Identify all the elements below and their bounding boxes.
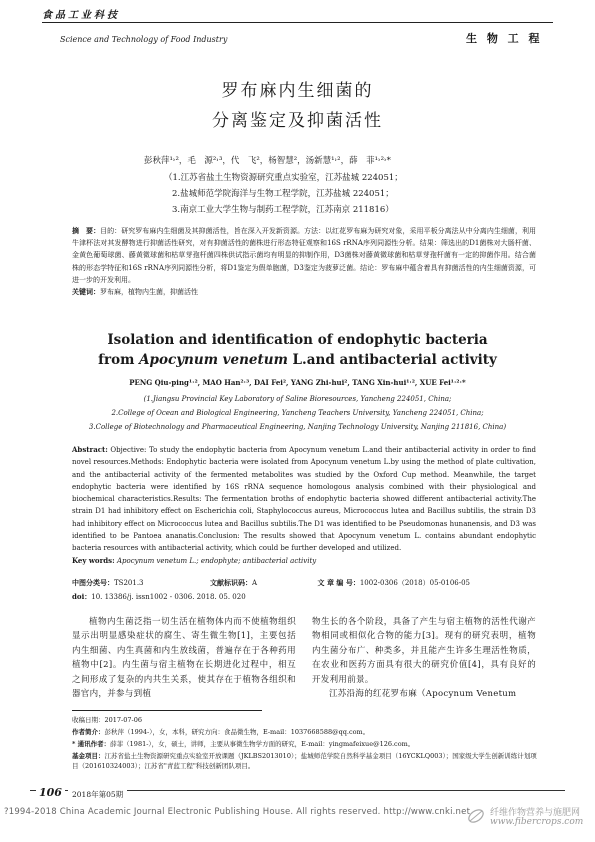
page-number: 106 bbox=[36, 786, 65, 799]
footnote-author: 作者简介：彭秋萍（1994-），女，本科，研究方向：食品微生物，E-mail：1037668588@qq.com。 bbox=[72, 728, 370, 736]
affiliation-cn-3: 3.南京工业大学生物与制药工程学院，江苏南京 211816） bbox=[172, 205, 394, 215]
copyright-notice: ?1994-2018 China Academic Journal Electronic Publishing House. All rights reserved. http://www.cnki.net bbox=[4, 807, 471, 817]
keywords-en: Apocynum venetum L.; endophyte; antibacterial activity bbox=[116, 556, 317, 565]
affiliation-en-1: (1.Jiangsu Provincial Key Laboratory of Saline Bioresources, Yancheng 224051, China; bbox=[143, 395, 452, 403]
journal-logo-cn: 食品工业科技 bbox=[42, 10, 120, 21]
abstract-cn-label: 摘 要： bbox=[72, 226, 101, 235]
abstract-cn bbox=[72, 225, 536, 298]
abstract-en bbox=[72, 444, 536, 567]
affiliation-cn-1: （1.江苏省盐土生物资源研究重点实验室，江苏盐城 224051； bbox=[164, 173, 403, 183]
body-column-left: 植物内生菌泛指一切生活在植物体内而不使植物组织显示出明显感染症状的腐生、寄生微生物[1]，主要包括内生细菌、内生真菌和内生放线菌，普遍存在于各种药用植物中[2]。内生菌与宿主植物在长期进化过程中，相互之间形成了复杂的内共生关系，使其存在于植物各组织和器官内，并参与到植 bbox=[72, 617, 296, 700]
article-number: 1002-0306（2018）05-0106-05 bbox=[359, 579, 470, 587]
title-en-line1: Isolation and identification of endophytic bacteria bbox=[107, 332, 488, 348]
authors-cn: 彭秋萍¹˒²，毛 源²˒³，代 飞²，杨智慧²，汤新慧¹˒²，薛 菲¹˒²˒* bbox=[144, 156, 391, 166]
doi-line: doi：10. 13386/j. issn1002 - 0306. 2018. 05. 020 bbox=[72, 592, 246, 601]
watermark-leaf-icon bbox=[466, 806, 486, 826]
abstract-en-text: Objective: To study the endophytic bacteria from Apocynum venetum L.and their antibacterial activity in order to find novel resources.Methods: Endophytic bacteria were isolated from Apocynum venetum L.by using the method of plate cultivation, and the antibacterial activity of the fermented metabolites was studied by the Oxford Cup method. Meanwhile, the target endophytic bacteria were identified by 16S rRNA sequence homologous analysis combined with their physiological and biochemical characteristics.Results: The fermentation broths of endophytic bacteria showed different antibacterial activity.The strain D1 had inhibitory effect on Escherichia coli, Staphylococcus aureus, Micrococcus lutea and Bacillus subtilis, the strain D3 had inhibitory effect on Micrococcus lutea and Bacillus subtilis.The D1 was identified to be Pseudomonas hunanensis, and D3 was identified to be Pantoea ananatis.Conclusion: The results showed that Apocynum venetum L. contains abundant endophytic bacteria resources with antibacterial activity, which could be further developed and utilized. bbox=[72, 446, 536, 553]
keywords-en-label: Key words: bbox=[72, 555, 115, 565]
doi-value: 10. 13386/j. issn1002 - 0306. 2018. 05. 020 bbox=[91, 593, 246, 601]
authors-en: PENG Qiu-ping¹˒², MAO Han²˒³, DAI Fei², YANG Zhi-hui², TANG Xin-hui¹˒², XUE Fei¹˒²˒* bbox=[129, 378, 466, 387]
classification-line: 中图分类号：TS201.3 文献标识码：A 文 章 编 号：1002-0306（2018）05-0106-05 bbox=[72, 578, 470, 587]
title-cn-line2: 分离鉴定及抑菌活性 bbox=[212, 111, 383, 131]
doc-code: A bbox=[251, 579, 258, 587]
affiliation-cn-2: 2.盐城师范学院海洋与生物工程学院，江苏盐城 224051； bbox=[172, 189, 394, 199]
body-right-text-2: 江苏沿海的红花罗布麻（Apocynum Venetum bbox=[329, 689, 517, 700]
watermark-site-name: 纤维作物营养与施肥网 bbox=[490, 808, 581, 818]
watermark-url: www.fibercrops.com bbox=[490, 817, 584, 827]
keywords-cn-label: 关键词： bbox=[72, 287, 100, 297]
affiliation-en-2: 2.College of Ocean and Biological Engineering, Yancheng Teachers University, Yancheng 224051, China; bbox=[111, 409, 484, 417]
footnote-corresponding: * 通讯作者：薛菲（1981-），女，硕士，讲师，主要从事微生物学方面的研究，E-mail：yingmafeixue@126.com。 bbox=[72, 740, 415, 748]
keywords-cn: 罗布麻，植物内生菌，抑菌活性 bbox=[100, 288, 198, 297]
journal-name-en: Science and Technology of Food Industry bbox=[60, 35, 228, 44]
header-rule bbox=[42, 22, 553, 23]
footnote-fund: 基金项目：江苏省盐土生物资源研究重点实验室开放课题（JKLBS2013010）；盐城师范学院自然科学基金项目（16YCKLQ003）；国家级大学生创新训练计划项目（201610324003）；江苏省"青蓝工程"科技创新团队项目。 bbox=[72, 752, 537, 770]
body-column-right bbox=[312, 615, 536, 701]
clc-code: TS201.3 bbox=[114, 579, 144, 587]
section-label: 生 物 工 程 bbox=[466, 32, 543, 45]
title-species: Apocynum venetum bbox=[139, 352, 288, 368]
abstract-en-label: Abstract: bbox=[72, 445, 108, 454]
issue-label: 2018年第05期 bbox=[68, 789, 127, 800]
title-cn-line1: 罗布麻内生细菌的 bbox=[221, 81, 374, 101]
title-en-line2: from Apocynum venetum L.and antibacterial activity bbox=[98, 352, 497, 368]
body-right-text: 物生长的各个阶段，具备了产生与宿主植物的活性代谢产物相同或相似化合物的能力[3]。现有的研究表明，植物内生菌分布广、种类多，并且能产生许多生理活性物质，在农业和医药方面具有很大的研究价值[4]，具有良好的开发利用前景。 bbox=[312, 617, 536, 685]
footnote-received: 收稿日期：2017-07-06 bbox=[72, 716, 142, 724]
footnote-rule bbox=[72, 710, 262, 711]
abstract-cn-text: 目的：研究罗布麻内生细菌及其抑菌活性，旨在深入开发新资源。方法：以红花罗布麻为研究对象，采用平板分离法从中分离内生细菌，利用牛津杯法对其发酵物进行抑菌活性研究，对有抑菌活性的菌株进行形态特征观察和16S rRNA序列同源性分析。结果：筛选出的D1菌株对大肠杆菌、金黄色葡萄球菌、藤黄微球菌和枯草芽孢杆菌四株供试指示菌均有明显的抑制作用，D3菌株对藤黄微球菌和枯草芽孢杆菌有一定的抑菌作用。结合菌株的形态学特征和16S rRNA序列同源性分析，将D1鉴定为假单胞菌，D3鉴定为菠萝泛菌。结论：罗布麻中蕴含着具有抑菌活性的内生细菌资源，可进一步的开发利用。 bbox=[72, 227, 537, 284]
affiliation-en-3: 3.College of Biotechnology and Pharmaceutical Engineering, Nanjing Technology University, Nanjing 211816, China) bbox=[88, 423, 507, 431]
